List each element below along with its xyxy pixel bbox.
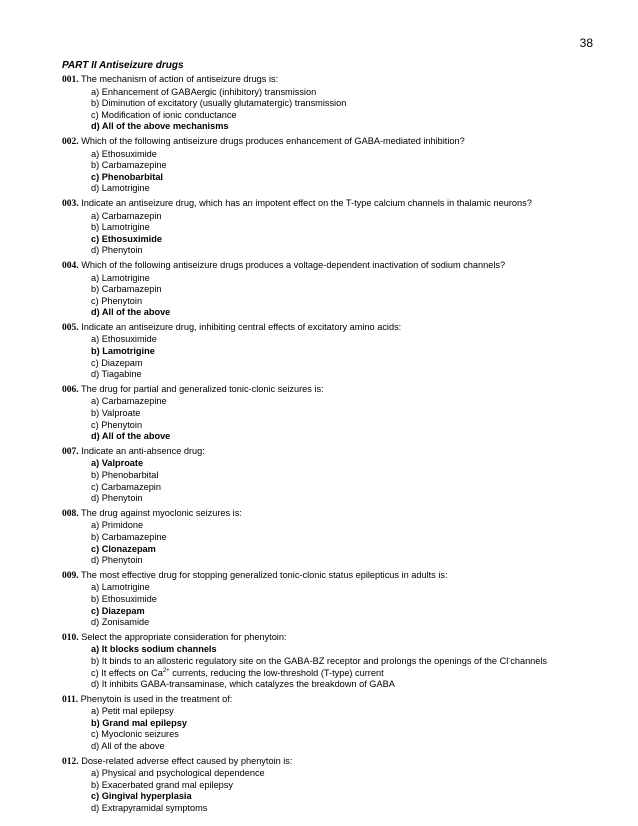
question-number: 006. (62, 384, 79, 395)
answer-option-correct (62, 307, 602, 319)
question-text: Phenytoin is used in the treatment of: (80, 693, 233, 704)
option-text: a) Ethosuximide (91, 148, 157, 159)
question-text: Which of the following antiseizure drugs produces a voltage-dependent inactivation of sodium channels? (81, 259, 506, 270)
question-text: Indicate an antiseizure drug, inhibiting central effects of excitatory amino acids: (81, 321, 402, 332)
option-text: b) Carbamazepine (91, 160, 167, 171)
question-item (62, 694, 602, 753)
answer-option (62, 211, 602, 223)
answer-option (62, 245, 602, 257)
answer-option-correct (62, 234, 602, 246)
answer-option (62, 668, 602, 680)
answer-option (62, 149, 602, 161)
option-text: c) Phenobarbital (91, 171, 163, 182)
answer-option (62, 493, 602, 505)
question-text: Select the appropriate consideration for phenytoin: (81, 631, 287, 642)
question-number: 005. (62, 322, 79, 333)
question-number: 004. (62, 260, 79, 271)
answer-option-correct (62, 172, 602, 184)
answer-option (62, 369, 602, 381)
question-item (62, 322, 602, 381)
question-text: Indicate an anti-absence drug: (81, 445, 205, 456)
option-text: b) Ethosuximide (91, 593, 157, 604)
answer-option (62, 87, 602, 99)
option-text: a) Carbamazepin (91, 210, 162, 221)
question-item (62, 260, 602, 319)
question-list (62, 74, 602, 818)
option-text: c) Diazepam (91, 357, 143, 368)
question-item (62, 198, 602, 257)
option-text: b) Lamotrigine (91, 346, 155, 357)
answer-option (62, 729, 602, 741)
option-text: d) Lamotrigine (91, 183, 150, 194)
question-stem (62, 446, 602, 459)
option-text: d) All of the above (91, 431, 171, 442)
question-text: The drug for partial and generalized tonic-clonic seizures is: (81, 383, 324, 394)
question-stem (62, 74, 602, 87)
question-number: 009. (62, 570, 79, 581)
answer-option (62, 396, 602, 408)
option-text: b) Phenobarbital (91, 470, 159, 480)
answer-option (62, 741, 602, 753)
answer-option (62, 183, 602, 195)
question-item (62, 446, 602, 505)
question-item (62, 632, 602, 691)
question-stem (62, 198, 602, 211)
question-stem (62, 322, 602, 335)
answer-option (62, 420, 602, 432)
answer-option-correct (62, 346, 602, 358)
question-stem (62, 694, 602, 707)
question-number: 011. (62, 694, 79, 705)
option-text-continued: channels (510, 655, 548, 666)
option-text: d) Tiagabine (91, 369, 142, 380)
option-text: d) All of the above (91, 307, 171, 318)
option-text: b) Valproate (91, 408, 141, 419)
option-text-continued: currents, reducing the low-threshold (T-type) current (169, 667, 384, 678)
answer-option (62, 656, 602, 668)
option-text: c) Carbamazepin (91, 481, 161, 492)
answer-option-correct (62, 431, 602, 443)
answer-option-correct (62, 718, 602, 730)
option-text: b) Carbamazepine (91, 531, 167, 542)
question-item (62, 756, 602, 815)
option-text: c) Modification of ionic conductance (91, 109, 237, 120)
answer-option (62, 555, 602, 567)
option-text: a) Ethosuximide (91, 334, 157, 345)
option-text: b) Carbamazepin (91, 284, 162, 295)
page-number: 38 (579, 36, 593, 50)
option-text: b) Diminution of excitatory (usually glutamatergic) transmission (91, 98, 347, 109)
answer-option (62, 284, 602, 296)
option-text: a) It blocks sodium channels (91, 644, 217, 655)
answer-option (62, 110, 602, 122)
answer-option (62, 679, 602, 691)
question-number: 012. (62, 756, 79, 767)
option-text: c) Ethosuximide (91, 233, 162, 244)
question-text: The drug against myoclonic seizures is: (81, 507, 242, 518)
answer-option (62, 532, 602, 544)
answer-option (62, 470, 602, 482)
answer-option (62, 768, 602, 780)
option-text: a) Lamotrigine (91, 272, 150, 283)
option-superscript: - (508, 655, 511, 662)
option-text: c) Clonazepam (91, 543, 156, 554)
question-text: Which of the following antiseizure drugs produces enhancement of GABA-mediated inhibition? (81, 135, 465, 146)
answer-option (62, 273, 602, 285)
option-text: a) Petit mal epilepsy (91, 706, 174, 717)
answer-option (62, 803, 602, 815)
question-text: Dose-related adverse effect caused by phenytoin is: (81, 755, 293, 766)
option-text: b) It binds to an allosteric regulatory site on the GABA-BZ receptor and prolongs the openings of the Cl (91, 655, 509, 666)
question-number: 010. (62, 632, 79, 643)
question-stem (62, 756, 602, 769)
question-text: The most effective drug for stopping generalized tonic-clonic status epilepticus in adults is: (81, 569, 448, 580)
answer-option-correct (62, 121, 602, 133)
answer-option (62, 617, 602, 629)
option-text: d) Phenytoin (91, 555, 143, 566)
question-stem (62, 508, 602, 521)
option-text: a) Enhancement of GABAergic (inhibitory) transmission (91, 86, 317, 97)
option-text: c) Phenytoin (91, 419, 143, 430)
answer-option (62, 482, 602, 494)
option-text: d) Zonisamide (91, 617, 150, 628)
answer-option (62, 98, 602, 110)
answer-option (62, 594, 602, 606)
answer-option (62, 358, 602, 370)
question-number: 007. (62, 446, 79, 457)
question-number: 001. (62, 75, 79, 85)
option-text: d) Phenytoin (91, 493, 143, 504)
answer-option-correct (62, 458, 602, 470)
option-text: a) Carbamazepine (91, 396, 167, 407)
answer-option (62, 780, 602, 792)
question-stem (62, 260, 602, 273)
question-stem (62, 384, 602, 397)
answer-option (62, 520, 602, 532)
option-text: b) Lamotrigine (91, 222, 150, 233)
option-text: c) Diazepam (91, 605, 145, 616)
question-number: 008. (62, 508, 79, 519)
question-stem (62, 570, 602, 583)
answer-option-correct (62, 606, 602, 618)
option-text: d) Extrapyramidal symptoms (91, 803, 208, 814)
question-number: 002. (62, 136, 79, 147)
option-superscript: 2+ (162, 667, 170, 674)
question-item (62, 74, 602, 133)
option-text: a) Primidone (91, 520, 144, 531)
question-text: The mechanism of action of antiseizure drugs is: (81, 74, 279, 84)
question-stem (62, 136, 602, 149)
option-text: d) All of the above (91, 741, 165, 752)
option-text: c) It effects on Ca (91, 667, 163, 678)
answer-option (62, 408, 602, 420)
answer-option (62, 334, 602, 346)
option-text: d) Phenytoin (91, 245, 143, 256)
answer-option-correct (62, 544, 602, 556)
option-text: c) Myoclonic seizures (91, 729, 179, 740)
option-text: a) Lamotrigine (91, 582, 150, 593)
option-text: c) Phenytoin (91, 295, 143, 306)
question-item (62, 384, 602, 443)
answer-option-correct (62, 644, 602, 656)
answer-option (62, 706, 602, 718)
answer-option-correct (62, 791, 602, 803)
option-text: d) It inhibits GABA-transaminase, which catalyzes the breakdown of GABA (91, 679, 395, 690)
question-item (62, 570, 602, 629)
option-text: a) Physical and psychological dependence (91, 768, 265, 779)
option-text: b) Exacerbated grand mal epilepsy (91, 779, 233, 790)
option-text: c) Gingival hyperplasia (91, 791, 192, 802)
option-text: b) Grand mal epilepsy (91, 717, 187, 728)
answer-option (62, 296, 602, 308)
answer-option (62, 160, 602, 172)
section-title: PART II Antiseizure drugs (62, 60, 184, 71)
answer-option (62, 222, 602, 234)
question-item (62, 136, 602, 195)
question-item (62, 508, 602, 567)
option-text: d) All of the above mechanisms (91, 121, 229, 132)
question-text: Indicate an antiseizure drug, which has an impotent effect on the T-type calcium channels in thalamic neurons? (81, 197, 532, 208)
question-stem (62, 632, 602, 645)
question-number: 003. (62, 198, 79, 209)
option-text: a) Valproate (91, 458, 144, 469)
answer-option (62, 582, 602, 594)
